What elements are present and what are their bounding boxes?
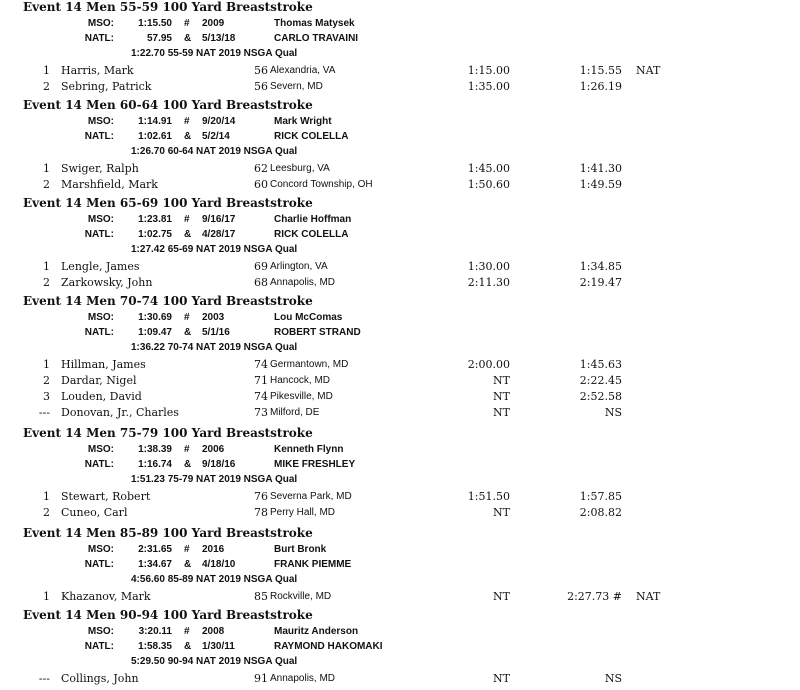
record-symbol: # xyxy=(184,544,190,555)
swimmer-team: Rockville, MD xyxy=(270,591,332,602)
record-label: NATL: xyxy=(84,459,114,470)
record-line xyxy=(0,544,800,559)
seed-time: NT xyxy=(493,390,510,403)
result-place: 1 xyxy=(43,260,50,273)
swimmer-team: Annapolis, MD xyxy=(270,277,336,288)
record-time: 1:09.47 xyxy=(138,327,172,338)
record-time: 1:30.69 xyxy=(138,312,172,323)
result-place: 1 xyxy=(43,590,50,603)
seed-time: 2:00.00 xyxy=(467,358,510,371)
record-time: 1:02.61 xyxy=(138,131,172,142)
swimmer-name: Hillman, James xyxy=(61,358,146,371)
result-place: --- xyxy=(38,406,50,419)
seed-time: 1:30.00 xyxy=(467,260,510,273)
record-symbol: # xyxy=(184,444,190,455)
result-place: 1 xyxy=(43,64,50,77)
result-place: 1 xyxy=(43,162,50,175)
final-time: 2:27.73 # xyxy=(567,590,622,603)
qualifying-standard: 1:51.23 75-79 NAT 2019 NSGA Qual xyxy=(131,474,298,485)
record-symbol: # xyxy=(184,626,190,637)
record-line xyxy=(0,229,800,244)
record-date: 2016 xyxy=(202,544,225,555)
swimmer-age: 62 xyxy=(254,162,268,175)
swimmer-name: Khazanov, Mark xyxy=(61,590,151,603)
record-date: 5/2/14 xyxy=(202,131,230,142)
result-row xyxy=(0,178,800,194)
swimmer-team: Hancock, MD xyxy=(270,375,331,386)
seed-time: 1:51.50 xyxy=(467,490,510,503)
record-symbol: # xyxy=(184,116,190,127)
seed-time: 1:50.60 xyxy=(467,178,510,191)
seed-time: NT xyxy=(493,406,510,419)
swimmer-age: 56 xyxy=(254,80,268,93)
record-label: MSO: xyxy=(87,116,114,127)
event-title: Event 14 Men 85-89 100 Yard Breaststroke xyxy=(23,526,313,540)
record-holder: RICK COLELLA xyxy=(274,131,349,142)
record-symbol: # xyxy=(184,18,190,29)
swimmer-team: Perry Hall, MD xyxy=(270,507,336,518)
record-date: 5/1/16 xyxy=(202,327,230,338)
record-time: 3:20.11 xyxy=(138,626,172,637)
record-label: MSO: xyxy=(87,312,114,323)
swimmer-age: 74 xyxy=(254,358,268,371)
record-time: 1:14.91 xyxy=(138,116,172,127)
record-date: 1/30/11 xyxy=(202,641,235,652)
final-time: 2:08.82 xyxy=(579,506,622,519)
result-row xyxy=(0,276,800,292)
record-date: 2008 xyxy=(202,626,225,637)
seed-time: 1:45.00 xyxy=(467,162,510,175)
record-line xyxy=(0,116,800,131)
record-symbol: & xyxy=(184,327,192,338)
qualifying-standard: 5:29.50 90-94 NAT 2019 NSGA Qual xyxy=(131,656,298,667)
result-place: 1 xyxy=(43,490,50,503)
swimmer-name: Zarkowsky, John xyxy=(61,276,153,289)
swimmer-team: Leesburg, VA xyxy=(270,163,330,174)
result-row xyxy=(0,260,800,276)
final-time: 2:52.58 xyxy=(579,390,622,403)
record-line xyxy=(0,626,800,641)
record-holder: Thomas Matysek xyxy=(274,18,355,29)
result-row xyxy=(0,162,800,178)
seed-time: NT xyxy=(493,506,510,519)
qualifying-standard: 1:26.70 60-64 NAT 2019 NSGA Qual xyxy=(131,146,298,157)
record-symbol: & xyxy=(184,559,192,570)
record-holder: CARLO TRAVAINI xyxy=(274,33,359,44)
record-label: NATL: xyxy=(84,131,114,142)
record-time: 1:58.35 xyxy=(138,641,172,652)
record-date: 9/16/17 xyxy=(202,214,236,225)
swimmer-name: Donovan, Jr., Charles xyxy=(61,406,179,419)
record-date: 2003 xyxy=(202,312,225,323)
final-time: 1:45.63 xyxy=(579,358,622,371)
record-date: 5/13/18 xyxy=(202,33,236,44)
qualifying-standard: 4:56.60 85-89 NAT 2019 NSGA Qual xyxy=(131,574,298,585)
swimmer-name: Harris, Mark xyxy=(61,64,134,77)
record-line xyxy=(0,559,800,574)
result-place: 1 xyxy=(43,358,50,371)
swimmer-name: Cuneo, Carl xyxy=(61,506,128,519)
record-time: 1:16.74 xyxy=(138,459,172,470)
swimmer-team: Severn, MD xyxy=(270,81,323,92)
swimmer-team: Germantown, MD xyxy=(270,359,349,370)
record-line xyxy=(0,131,800,146)
record-line xyxy=(0,18,800,33)
record-holder: Mauritz Anderson xyxy=(274,626,359,637)
record-date: 9/18/16 xyxy=(202,459,236,470)
swimmer-team: Arlington, VA xyxy=(270,261,328,272)
swimmer-team: Pikesville, MD xyxy=(270,391,333,402)
record-time: 2:31.65 xyxy=(138,544,172,555)
swimmer-age: 74 xyxy=(254,390,268,403)
record-symbol: # xyxy=(184,312,190,323)
record-symbol: # xyxy=(184,214,190,225)
result-place: 2 xyxy=(43,276,50,289)
swimmer-name: Dardar, Nigel xyxy=(61,374,137,387)
event-title: Event 14 Men 55-59 100 Yard Breaststroke xyxy=(23,0,313,14)
record-symbol: & xyxy=(184,229,192,240)
swimmer-name: Swiger, Ralph xyxy=(61,162,139,175)
result-place: 3 xyxy=(43,390,50,403)
record-holder: MIKE FRESHLEY xyxy=(274,459,356,470)
event-title: Event 14 Men 90-94 100 Yard Breaststroke xyxy=(23,608,313,622)
result-row xyxy=(0,390,800,406)
event-title: Event 14 Men 60-64 100 Yard Breaststroke xyxy=(23,98,313,112)
swimmer-team: Severna Park, MD xyxy=(270,491,352,502)
final-time: 1:41.30 xyxy=(579,162,622,175)
result-place: 2 xyxy=(43,374,50,387)
swimmer-team: Concord Township, OH xyxy=(270,179,373,190)
record-holder: Lou McComas xyxy=(274,312,343,323)
event-title: Event 14 Men 65-69 100 Yard Breaststroke xyxy=(23,196,313,210)
result-place: 2 xyxy=(43,80,50,93)
swimmer-name: Louden, David xyxy=(61,390,142,403)
final-time: 1:34.85 xyxy=(579,260,622,273)
record-symbol: & xyxy=(184,641,192,652)
record-date: 4/28/17 xyxy=(202,229,236,240)
result-row xyxy=(0,406,800,422)
result-place: --- xyxy=(38,672,50,685)
record-line xyxy=(0,214,800,229)
record-label: NATL: xyxy=(84,327,114,338)
seed-time: NT xyxy=(493,672,510,685)
result-row xyxy=(0,590,800,606)
record-time: 1:23.81 xyxy=(138,214,172,225)
event-title: Event 14 Men 70-74 100 Yard Breaststroke xyxy=(23,294,313,308)
record-time: 1:02.75 xyxy=(138,229,172,240)
seed-time: 1:15.00 xyxy=(467,64,510,77)
record-time: 1:38.39 xyxy=(138,444,172,455)
record-holder: RICK COLELLA xyxy=(274,229,349,240)
record-label: NATL: xyxy=(84,33,114,44)
record-holder: Burt Bronk xyxy=(274,544,327,555)
record-label: MSO: xyxy=(87,18,114,29)
record-symbol: & xyxy=(184,131,192,142)
swimmer-age: 78 xyxy=(254,506,268,519)
record-symbol: & xyxy=(184,459,192,470)
swimmer-age: 68 xyxy=(254,276,268,289)
swimmer-team: Annapolis, MD xyxy=(270,673,336,684)
final-time: 1:57.85 xyxy=(579,490,622,503)
final-time: 2:22.45 xyxy=(579,374,622,387)
swimmer-age: 71 xyxy=(254,374,268,387)
record-line xyxy=(0,444,800,459)
seed-time: 2:11.30 xyxy=(467,276,510,289)
result-place: 2 xyxy=(43,178,50,191)
swimmer-team: Milford, DE xyxy=(270,407,320,418)
seed-time: 1:35.00 xyxy=(467,80,510,93)
final-time: 1:26.19 xyxy=(579,80,622,93)
record-holder: Mark Wright xyxy=(274,116,332,127)
result-row xyxy=(0,490,800,506)
result-row xyxy=(0,374,800,390)
record-label: MSO: xyxy=(87,544,114,555)
record-line xyxy=(0,459,800,474)
swimmer-name: Lengle, James xyxy=(61,260,140,273)
record-label: NATL: xyxy=(84,229,114,240)
final-time: 1:49.59 xyxy=(579,178,622,191)
record-holder: Kenneth Flynn xyxy=(274,444,344,455)
swimmer-age: 76 xyxy=(254,490,268,503)
swimmer-age: 69 xyxy=(254,260,268,273)
record-time: 1:34.67 xyxy=(138,559,172,570)
swimmer-age: 91 xyxy=(254,672,268,685)
result-row xyxy=(0,80,800,96)
swimmer-team: Alexandria, VA xyxy=(270,65,336,76)
swimmer-name: Collings, John xyxy=(61,672,139,685)
record-time: 57.95 xyxy=(146,33,172,44)
standard-achieved: NAT xyxy=(636,590,661,603)
record-label: NATL: xyxy=(84,641,114,652)
final-time: NS xyxy=(604,406,622,419)
record-holder: RAYMOND HAKOMAKI xyxy=(274,641,383,652)
event-title: Event 14 Men 75-79 100 Yard Breaststroke xyxy=(23,426,313,440)
swimmer-name: Sebring, Patrick xyxy=(61,80,152,93)
record-line xyxy=(0,33,800,48)
standard-achieved: NAT xyxy=(636,64,661,77)
record-time: 1:15.50 xyxy=(138,18,172,29)
record-line xyxy=(0,312,800,327)
result-place: 2 xyxy=(43,506,50,519)
swimmer-age: 85 xyxy=(254,590,268,603)
final-time: 1:15.55 xyxy=(579,64,622,77)
swimmer-name: Marshfield, Mark xyxy=(61,178,158,191)
qualifying-standard: 1:27.42 65-69 NAT 2019 NSGA Qual xyxy=(131,244,298,255)
record-label: NATL: xyxy=(84,559,114,570)
record-label: MSO: xyxy=(87,626,114,637)
record-line xyxy=(0,327,800,342)
record-date: 4/18/10 xyxy=(202,559,236,570)
final-time: 2:19.47 xyxy=(579,276,622,289)
swimmer-age: 73 xyxy=(254,406,268,419)
qualifying-standard: 1:36.22 70-74 NAT 2019 NSGA Qual xyxy=(131,342,298,353)
record-label: MSO: xyxy=(87,214,114,225)
record-date: 9/20/14 xyxy=(202,116,236,127)
record-line xyxy=(0,641,800,656)
result-row xyxy=(0,506,800,522)
record-holder: FRANK PIEMME xyxy=(274,559,352,570)
swimmer-name: Stewart, Robert xyxy=(61,490,151,503)
record-holder: Charlie Hoffman xyxy=(274,214,352,225)
result-row xyxy=(0,64,800,80)
record-holder: ROBERT STRAND xyxy=(274,327,361,338)
result-row xyxy=(0,358,800,374)
swimmer-age: 56 xyxy=(254,64,268,77)
record-date: 2009 xyxy=(202,18,225,29)
record-symbol: & xyxy=(184,33,192,44)
record-date: 2006 xyxy=(202,444,225,455)
swimmer-age: 60 xyxy=(254,178,268,191)
qualifying-standard: 1:22.70 55-59 NAT 2019 NSGA Qual xyxy=(131,48,298,59)
result-row xyxy=(0,672,800,688)
seed-time: NT xyxy=(493,374,510,387)
final-time: NS xyxy=(604,672,622,685)
seed-time: NT xyxy=(493,590,510,603)
record-label: MSO: xyxy=(87,444,114,455)
